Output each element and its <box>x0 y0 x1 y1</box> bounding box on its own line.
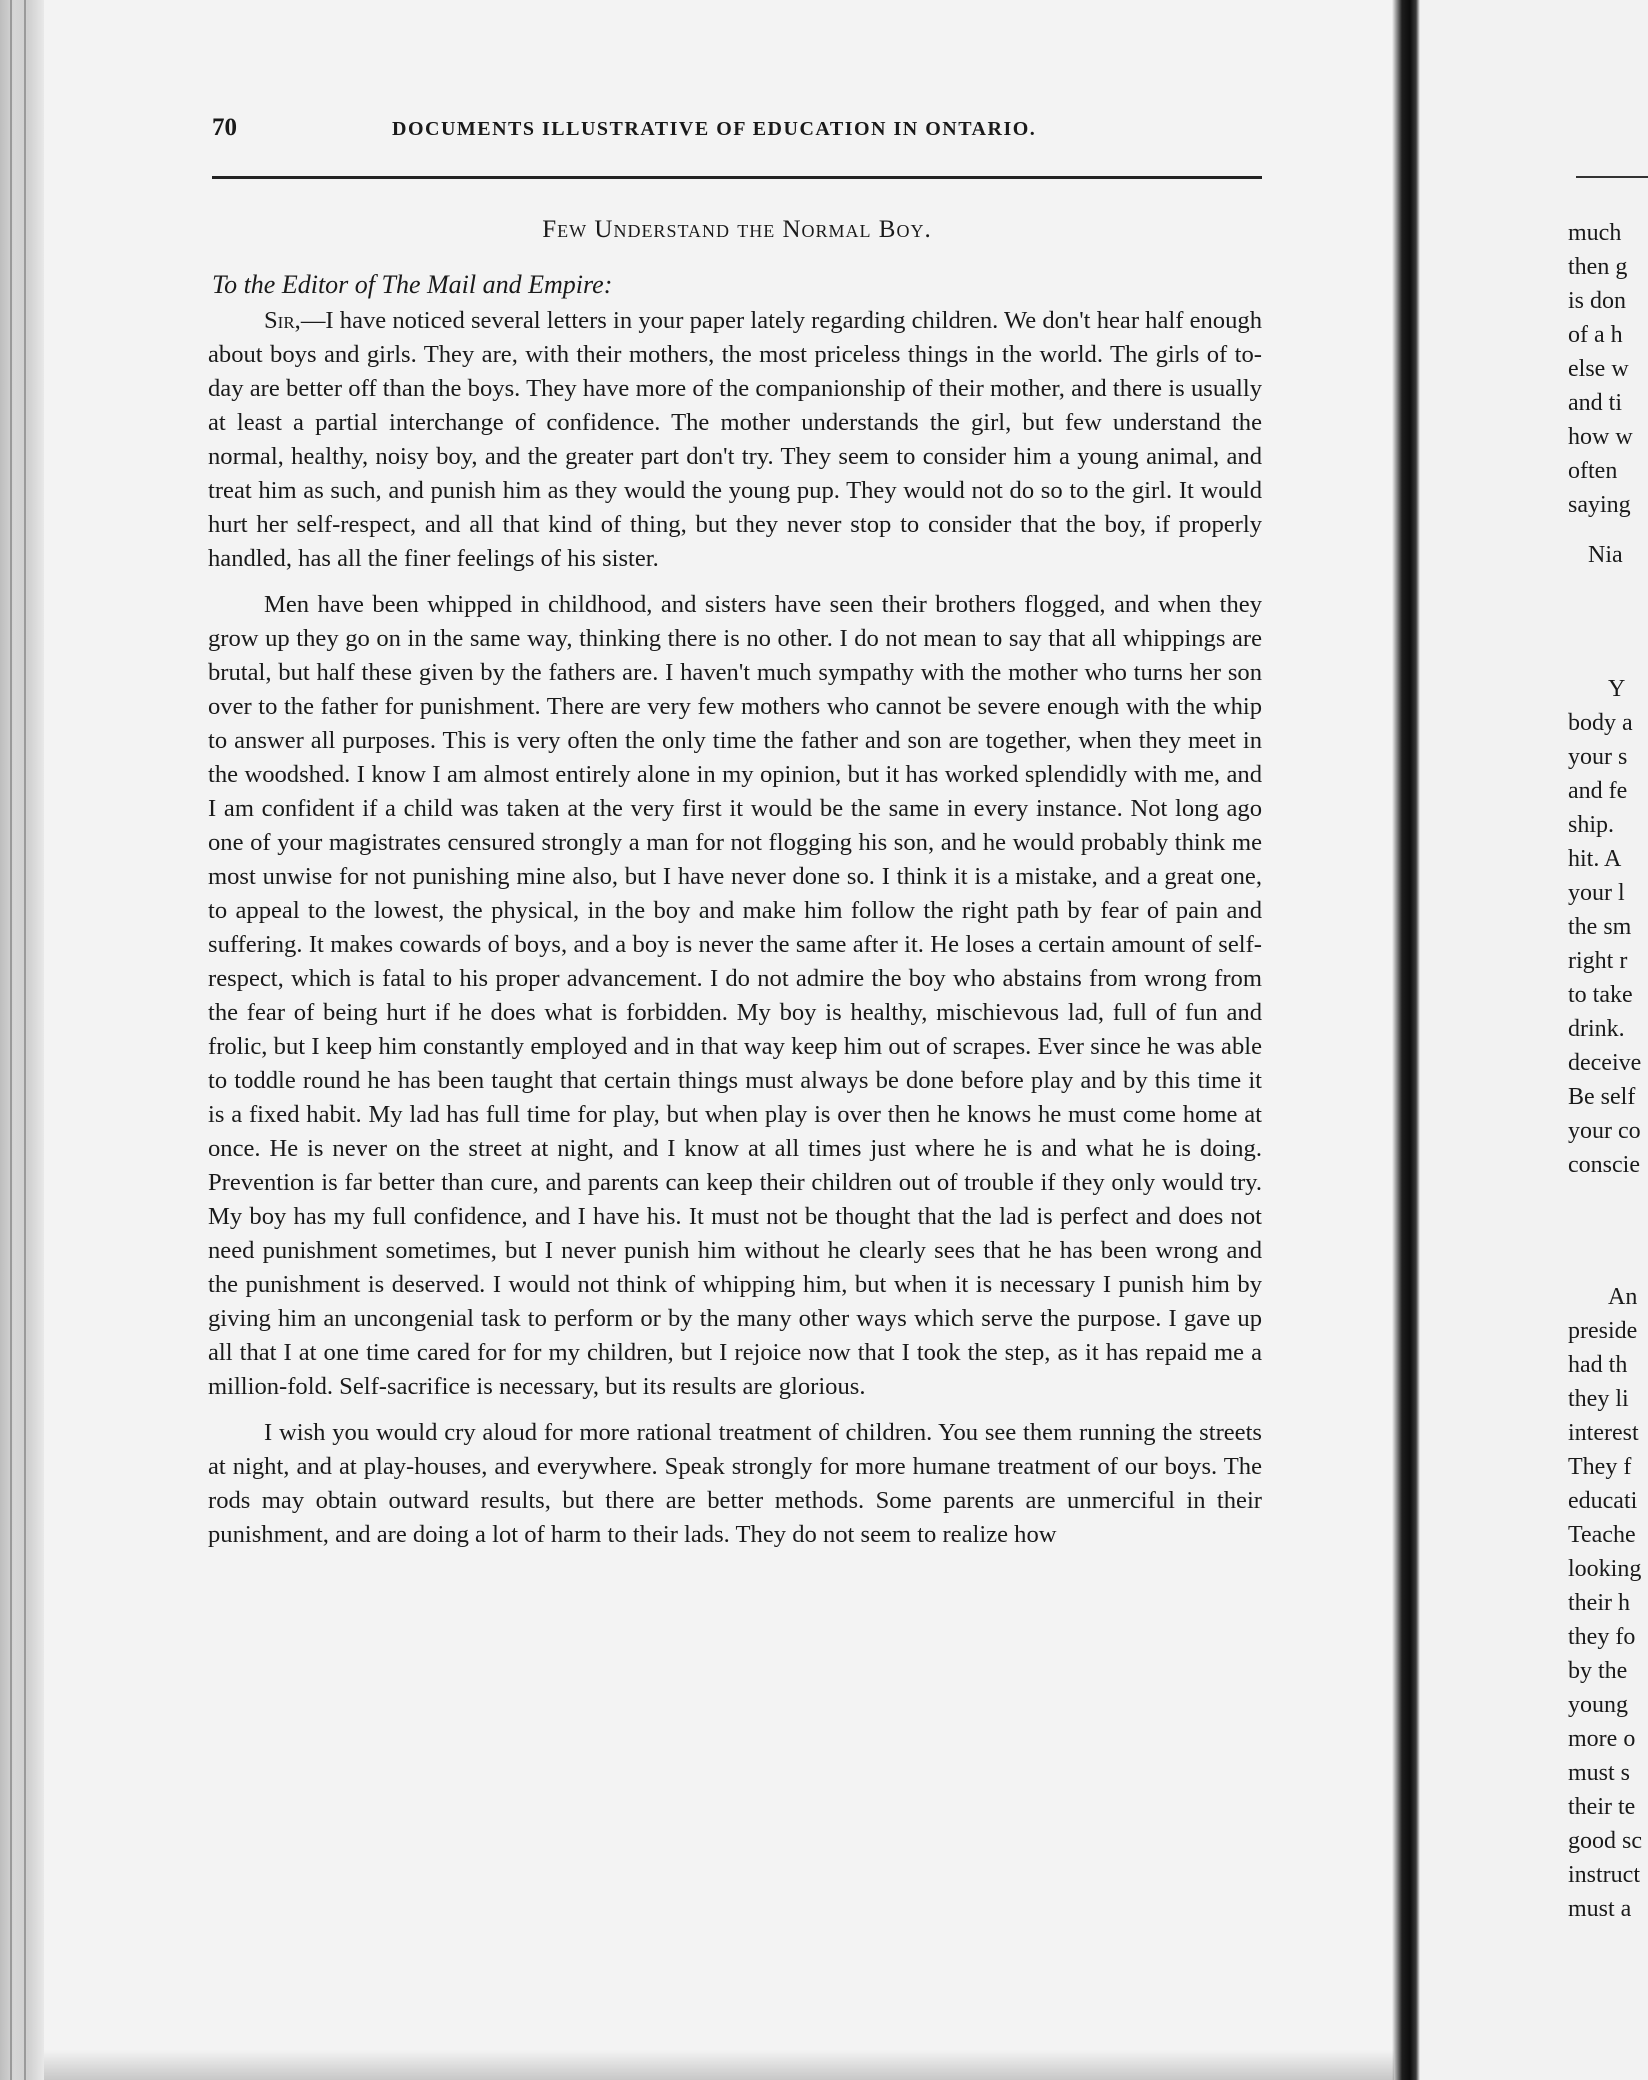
right-page-line: by the <box>1568 1658 1628 1684</box>
right-page-line: interest <box>1568 1420 1639 1446</box>
right-page-line: drink. <box>1568 1016 1625 1042</box>
page-number: 70 <box>212 114 237 141</box>
binding-line <box>24 0 26 2080</box>
right-page-line: Nia <box>1588 542 1623 568</box>
right-page-line: must s <box>1568 1760 1631 1786</box>
paragraph-3: I wish you would cry aloud for more rational treatment of children. You see them running the streets at night, and at play-houses, and everywhere. Speak strongly for more humane treatment of our boys. The rods may obtain outward results, but there are better methods. Some parents are unmerciful in their punishment, and are doing a lot of harm to their lads. They do not seem to realize how <box>208 1419 1262 1548</box>
right-page-line: good sc <box>1568 1828 1642 1854</box>
right-page-line: more o <box>1568 1726 1636 1752</box>
right-page-line: to take <box>1568 982 1633 1008</box>
book-gutter <box>1392 0 1420 2080</box>
right-page-line: ship. <box>1568 812 1615 838</box>
paragraph-1-text: —I have noticed several letters in your paper lately regarding children. We don't hear half enough about boys and girls. They are, with their mothers, the most priceless things in the world. The girls of to-day are better off than the boys. They have more of the companionship of their mother, and there is usually at least a partial interchange of confidence. The mother understands the girl, but few understand the normal, healthy, noisy boy, and the greater part don't try. They seem to consider him a young animal, and treat him as such, and punish him as they would the young pup. They would not do so to the girl. It would hurt her self-respect, and all that kind of thing, but they never stop to consider that the boy, if properly handled, has all the finer feelings of his sister. <box>208 307 1262 572</box>
right-page-line: conscie <box>1568 1152 1640 1178</box>
paragraph-1-lead: Sir, <box>264 307 301 334</box>
right-page-line: and ti <box>1568 390 1622 416</box>
right-page-line: must a <box>1568 1896 1632 1922</box>
header-rule <box>212 176 1262 179</box>
right-page-line: right r <box>1568 948 1628 974</box>
right-page-line: your co <box>1568 1118 1641 1144</box>
right-page-line: instruct <box>1568 1862 1640 1888</box>
article-title: Few Understand the Normal Boy. <box>542 216 932 243</box>
paragraph-1 <box>208 304 1262 576</box>
right-page-line: of a h <box>1568 322 1623 348</box>
right-page-line: else w <box>1568 356 1629 382</box>
right-page-line: their h <box>1568 1590 1630 1616</box>
right-page-line: often <box>1568 458 1618 484</box>
right-page-line: and fe <box>1568 778 1628 804</box>
right-page-line: hit. A <box>1568 846 1622 872</box>
right-page-line: Y <box>1608 676 1626 702</box>
page-header <box>212 114 1260 154</box>
right-page-line: educati <box>1568 1488 1638 1514</box>
article-body <box>208 304 1262 1552</box>
right-page-line: young <box>1568 1692 1628 1718</box>
right-page-line: is don <box>1568 288 1627 314</box>
right-page-line: An <box>1608 1284 1638 1310</box>
right-page-line: saying <box>1568 492 1631 518</box>
right-page-line: body a <box>1568 710 1633 736</box>
paragraph-2: Men have been whipped in childhood, and sisters have seen their brothers flogged, and when they grow up they go on in the same way, thinking there is no other. I do not mean to say that all whippings are brutal, but half these given by the fathers are. I haven't much sympathy with the mother who turns her son over to the father for punishment. There are very few mothers who cannot be severe enough with the whip to answer all purposes. This is very often the only time the father and son are together, when they meet in the woodshed. I know I am almost entirely alone in my opinion, but it has worked splendidly with me, and I am confident if a child was taken at the very first it would be the same in every instance. Not long ago one of your magistrates censured strongly a man for not flogging his son, and he would probably think me most unwise for not punishing mine also, but I have never done so. I think it is a mistake, and a great one, to appeal to the lowest, the physical, in the boy and make him follow the right path by fear of pain and suffering. It makes cowards of boys, and a boy is never the same after it. He loses a certain amount of self-respect, which is fatal to his proper advancement. I do not admire the boy who abstains from wrong from the fear of being hurt if he does what is forbidden. My boy is healthy, mischievous lad, full of fun and frolic, but I keep him constantly employed and in that way keep him out of scrapes. Ever since he was able to toddle round he has been taught that certain things must always be done before play and by this time it is a fixed habit. My lad has full time for play, but when play is over then he knows he must come home at once. He is never on the street at night, and I know at all times just where he is and what he is doing. Prevention is far better than cure, and parents can keep their children out of trouble if they only would try. My boy has my full confidence, and I have his. It must not be thought that the lad is perfect and does not need punishment sometimes, but I never punish him without he clearly sees that he has been wrong and the punishment is deserved. I would not think of whipping him, but when it is necessary I punish him by giving him an uncongenial task to perform or by the many other ways which serve the purpose. I gave up all that I at one time cared for for my children, but I rejoice now that I took the step, as it has repaid me a million-fold. Self-sacrifice is necessary, but its results are glorious. <box>208 591 1262 1400</box>
binding-line <box>10 0 12 2080</box>
right-page-line: deceive <box>1568 1050 1642 1076</box>
right-page-line: They f <box>1568 1454 1632 1480</box>
right-page-line: your l <box>1568 880 1625 906</box>
right-page-rule <box>1576 176 1648 178</box>
page-shadow <box>44 2050 1394 2080</box>
right-page-line: how w <box>1568 424 1633 450</box>
right-page-line: much <box>1568 220 1622 246</box>
running-head: DOCUMENTS ILLUSTRATIVE OF EDUCATION IN ONTARIO. <box>392 118 1037 140</box>
right-page-line: looking <box>1568 1556 1642 1582</box>
right-page-line: the sm <box>1568 914 1632 940</box>
right-page-line: had th <box>1568 1352 1628 1378</box>
right-page-line: they li <box>1568 1386 1629 1412</box>
right-page-line: then g <box>1568 254 1628 280</box>
right-page <box>1420 0 1648 2080</box>
right-page-line: preside <box>1568 1318 1638 1344</box>
right-page-line: Teache <box>1568 1522 1636 1548</box>
book-binding-left <box>0 0 44 2080</box>
right-page-line: your s <box>1568 744 1628 770</box>
right-page-line: they fo <box>1568 1624 1636 1650</box>
right-page-line: their te <box>1568 1794 1636 1820</box>
right-page-line: Be self <box>1568 1084 1636 1110</box>
salutation: To the Editor of The Mail and Empire: <box>212 270 613 299</box>
